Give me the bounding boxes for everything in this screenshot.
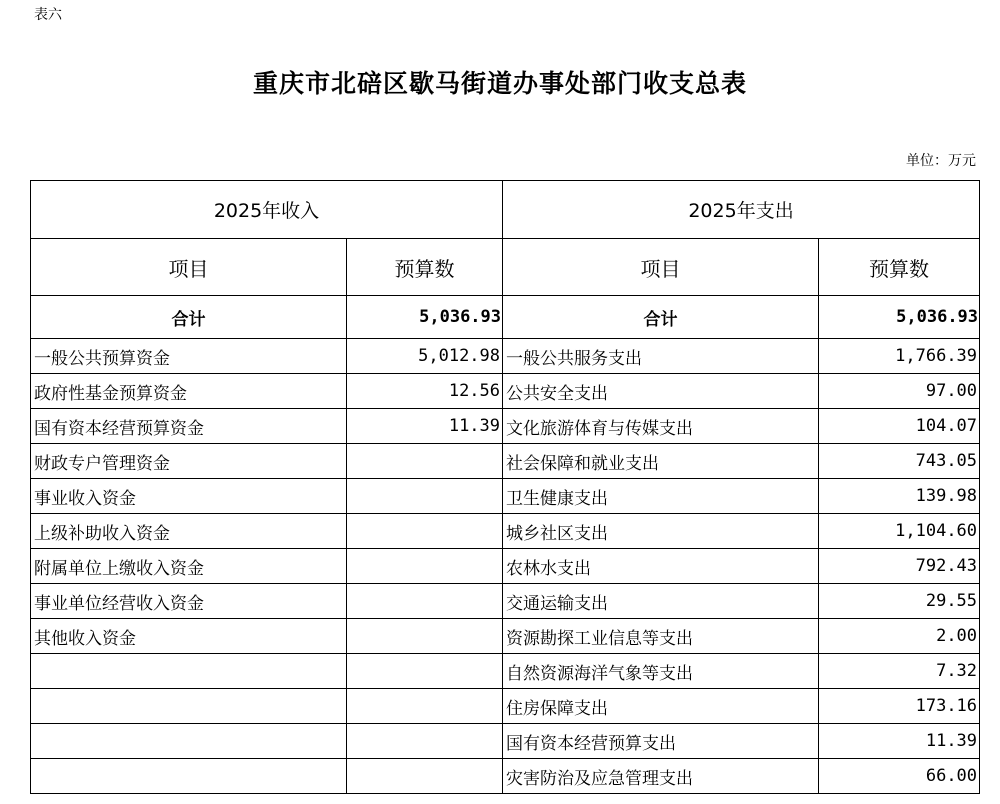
table-row bbox=[31, 514, 980, 549]
table-row bbox=[31, 724, 980, 759]
expense-col-budget: 预算数 bbox=[819, 239, 980, 296]
income-item-cell bbox=[31, 689, 347, 724]
income-value-cell: 11.39 bbox=[347, 409, 503, 444]
expense-value-cell: 139.98 bbox=[819, 479, 980, 514]
expense-value-cell: 792.43 bbox=[819, 549, 980, 584]
expense-item-cell: 资源勘探工业信息等支出 bbox=[503, 619, 819, 654]
income-value-cell: 12.56 bbox=[347, 374, 503, 409]
table-row bbox=[31, 444, 980, 479]
expense-item-cell: 城乡社区支出 bbox=[503, 514, 819, 549]
table-row bbox=[31, 584, 980, 619]
unit-label: 单位：万元 bbox=[906, 153, 976, 169]
income-value-cell bbox=[347, 514, 503, 549]
income-value-cell bbox=[347, 654, 503, 689]
income-item-cell: 事业单位经营收入资金 bbox=[31, 584, 347, 619]
expense-item-cell: 自然资源海洋气象等支出 bbox=[503, 654, 819, 689]
table-row bbox=[31, 479, 980, 514]
expense-item-cell: 住房保障支出 bbox=[503, 689, 819, 724]
expense-item-cell: 灾害防治及应急管理支出 bbox=[503, 759, 819, 794]
expense-value-cell: 1,766.39 bbox=[819, 339, 980, 374]
section-header-row bbox=[31, 181, 980, 239]
income-value-cell bbox=[347, 724, 503, 759]
column-header-row bbox=[31, 239, 980, 296]
expense-item-cell: 国有资本经营预算支出 bbox=[503, 724, 819, 759]
income-col-budget: 预算数 bbox=[347, 239, 503, 296]
expense-value-cell: 11.39 bbox=[819, 724, 980, 759]
expense-value-cell: 1,104.60 bbox=[819, 514, 980, 549]
income-item-cell: 政府性基金预算资金 bbox=[31, 374, 347, 409]
income-item-cell bbox=[31, 759, 347, 794]
table-row bbox=[31, 549, 980, 584]
budget-table bbox=[30, 180, 980, 794]
expense-value-cell: 2.00 bbox=[819, 619, 980, 654]
expense-value-cell: 97.00 bbox=[819, 374, 980, 409]
expense-item-cell: 公共安全支出 bbox=[503, 374, 819, 409]
table-row bbox=[31, 654, 980, 689]
expense-item-cell: 社会保障和就业支出 bbox=[503, 444, 819, 479]
income-item-cell bbox=[31, 724, 347, 759]
table-label: 表六 bbox=[34, 7, 62, 23]
expense-value-cell: 104.07 bbox=[819, 409, 980, 444]
income-value-cell bbox=[347, 689, 503, 724]
income-total-value: 5,036.93 bbox=[347, 296, 503, 339]
table-row bbox=[31, 409, 980, 444]
expense-value-cell: 7.32 bbox=[819, 654, 980, 689]
expense-item-cell: 一般公共服务支出 bbox=[503, 339, 819, 374]
expense-value-cell: 173.16 bbox=[819, 689, 980, 724]
expense-item-cell: 交通运输支出 bbox=[503, 584, 819, 619]
expense-item-cell: 卫生健康支出 bbox=[503, 479, 819, 514]
income-item-cell: 财政专户管理资金 bbox=[31, 444, 347, 479]
income-item-cell bbox=[31, 654, 347, 689]
expense-value-cell: 743.05 bbox=[819, 444, 980, 479]
income-value-cell bbox=[347, 444, 503, 479]
income-total-label: 合计 bbox=[31, 296, 347, 339]
table-row bbox=[31, 374, 980, 409]
expense-item-cell: 文化旅游体育与传媒支出 bbox=[503, 409, 819, 444]
expense-item-cell: 农林水支出 bbox=[503, 549, 819, 584]
table-row bbox=[31, 339, 980, 374]
income-value-cell bbox=[347, 759, 503, 794]
income-item-cell: 其他收入资金 bbox=[31, 619, 347, 654]
income-section-title: 2025年收入 bbox=[31, 181, 503, 239]
expense-total-value: 5,036.93 bbox=[819, 296, 980, 339]
income-col-item: 项目 bbox=[31, 239, 347, 296]
income-value-cell bbox=[347, 479, 503, 514]
total-row bbox=[31, 296, 980, 339]
expense-section-title: 2025年支出 bbox=[503, 181, 980, 239]
income-value-cell bbox=[347, 549, 503, 584]
expense-value-cell: 29.55 bbox=[819, 584, 980, 619]
expense-total-label: 合计 bbox=[503, 296, 819, 339]
expense-value-cell: 66.00 bbox=[819, 759, 980, 794]
income-item-cell: 国有资本经营预算资金 bbox=[31, 409, 347, 444]
expense-col-item: 项目 bbox=[503, 239, 819, 296]
income-value-cell: 5,012.98 bbox=[347, 339, 503, 374]
page-title: 重庆市北碚区歇马街道办事处部门收支总表 bbox=[252, 69, 747, 98]
table-row bbox=[31, 759, 980, 794]
table-row bbox=[31, 689, 980, 724]
income-value-cell bbox=[347, 584, 503, 619]
income-item-cell: 事业收入资金 bbox=[31, 479, 347, 514]
income-item-cell: 一般公共预算资金 bbox=[31, 339, 347, 374]
income-item-cell: 附属单位上缴收入资金 bbox=[31, 549, 347, 584]
income-value-cell bbox=[347, 619, 503, 654]
table-row bbox=[31, 619, 980, 654]
income-item-cell: 上级补助收入资金 bbox=[31, 514, 347, 549]
